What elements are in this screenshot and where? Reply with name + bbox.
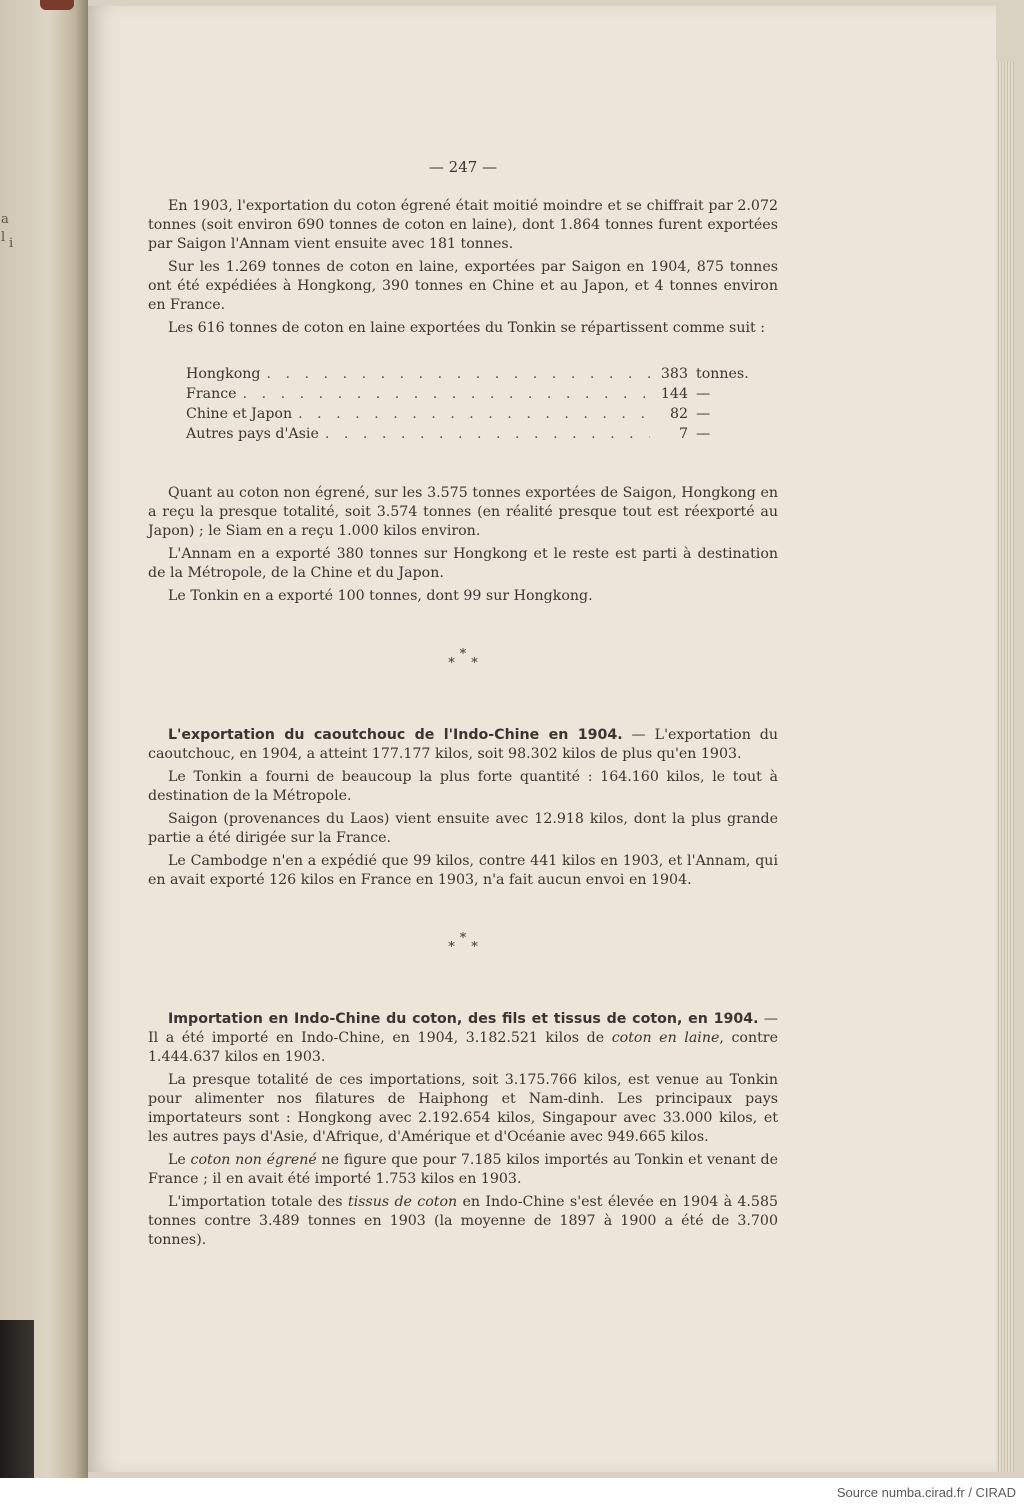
dot-leader: [325, 424, 650, 444]
left-page-fragment: i: [9, 236, 14, 251]
emphasis: coton non égrené: [190, 1152, 317, 1168]
text-run: Le: [168, 1152, 191, 1168]
table-row: [186, 364, 758, 384]
emphasis: tissus de coton: [347, 1194, 458, 1210]
text-run: L'importation totale des: [168, 1194, 348, 1210]
asterism-star: *: [459, 931, 467, 946]
table-row: [186, 384, 758, 404]
section-lead: , contre 1.444.637 kilos en 1903.: [148, 1030, 778, 1065]
section-lead: — Il a été importé en Indo-Chine, en 1904, 3.182.521 kilos de: [148, 1011, 778, 1046]
section-paragraph: [148, 1010, 778, 1067]
text-run: en Indo-Chine s'est élevée en 1904 à 4.585 tonnes contre 3.489 tonnes en 1903 (la moyenne de 1897 à 1900 a été de 3.700 tonnes).: [148, 1194, 779, 1248]
paragraph: Sur les 1.269 tonnes de coton en laine, exportées par Saigon en 1904, 875 tonnes ont été expédiées à Hongkong, 390 tonnes en Chine et au Japon, et 4 tonnes environ en France.: [148, 259, 778, 313]
page-content: [148, 150, 778, 1250]
paragraph: L'Annam en a exporté 380 tonnes sur Hongkong et le reste est parti à destination de la Métropole, de la Chine et du Japon.: [148, 546, 778, 581]
paragraph: Les 616 tonnes de coton en laine exportées du Tonkin se répartissent comme suit :: [168, 320, 766, 336]
table-value: 7: [678, 426, 688, 442]
table-label: France: [186, 386, 237, 402]
page-number: — 247 —: [428, 158, 498, 176]
paragraph: Le Tonkin a fourni de beaucoup la plus forte quantité : 164.160 kilos, le tout à destination de la Métropole.: [148, 769, 778, 804]
section-title: Importation en Indo-Chine du coton, des fils et tissus de coton, en 1904.: [168, 1011, 759, 1027]
section-lead: — L'exportation du caoutchouc, en 1904, a atteint 177.177 kilos, soit 98.302 kilos de plus qu'en 1903.: [148, 727, 779, 762]
asterism-star: *: [459, 647, 467, 662]
paragraph: [148, 1151, 778, 1189]
left-page-fragment: a: [1, 212, 9, 227]
table-row: [186, 404, 758, 424]
asterism-star: *: [448, 656, 455, 671]
emphasis: coton en laine: [611, 1030, 720, 1046]
bookmark-ribbon: [40, 0, 74, 10]
paragraph: [148, 1193, 778, 1250]
paragraph: Saigon (provenances du Laos) vient ensuite avec 12.918 kilos, dont la plus grande partie a été dirigée sur la France.: [148, 811, 778, 846]
asterism-star: *: [471, 656, 478, 671]
paragraph: En 1903, l'exportation du coton égrené était moitié moindre et se chiffrait par 2.072 tonnes (soit environ 690 tonnes de coton en laine), dont 1.864 tonnes furent exportées par Saigon l'Annam vient ensuite avec 181 tonnes.: [148, 198, 778, 252]
asterism-star: *: [448, 940, 455, 955]
left-page-edge: [0, 0, 88, 1478]
table-unit: —: [696, 386, 711, 402]
asterism-divider: [148, 931, 778, 955]
page-edge: [996, 62, 1014, 1472]
section-paragraph: [148, 726, 778, 764]
paragraph: Le Cambodge n'en a expédié que 99 kilos, contre 441 kilos en 1903, et l'Annam, qui en avait exporté 126 kilos en France en 1903, n'a fait aucun envoi en 1904.: [148, 853, 778, 888]
table-value: 144: [660, 386, 688, 402]
table-value: 383: [660, 366, 688, 382]
paragraph: Quant au coton non égrené, sur les 3.575 tonnes exportées de Saigon, Hongkong en a reçu la presque totalité, soit 3.574 tonnes (en réalité presque tout est réexporté au Japon) ; le Siam en a reçu 1.000 kilos environ.: [148, 485, 778, 539]
table-unit: tonnes.: [696, 366, 749, 382]
table-label: Hongkong: [186, 366, 261, 382]
book-spine: [0, 1320, 34, 1478]
asterism-star: *: [471, 940, 478, 955]
paragraph: Le Tonkin en a exporté 100 tonnes, dont 99 sur Hongkong.: [168, 588, 593, 604]
table-row: [186, 424, 758, 444]
dot-leader: [243, 384, 650, 404]
dot-leader: [298, 404, 650, 424]
dot-leader: [267, 364, 651, 384]
asterism-divider: [148, 647, 778, 671]
table-label: Autres pays d'Asie: [186, 426, 319, 442]
table-label: Chine et Japon: [186, 406, 293, 422]
table-unit: —: [696, 426, 711, 442]
left-page-fragment: l: [1, 230, 6, 245]
paragraph: La presque totalité de ces importations, soit 3.175.766 kilos, est venue au Tonkin pour alimenter nos filatures de Haiphong et Nam-dinh. Les principaux pays importateurs sont : Hongkong avec 2.192.654 kilos, Singapour avec 33.000 kilos, et les autres pays d'Asie, d'Afrique, d'Amérique et d'Océanie avec 949.665 kilos.: [148, 1072, 778, 1145]
table-unit: —: [696, 406, 711, 422]
section-title: L'exportation du caoutchouc de l'Indo-Chine en 1904.: [168, 727, 623, 743]
table-value: 82: [669, 406, 688, 422]
source-credit: Source numba.cirad.fr / CIRAD: [836, 1485, 1016, 1500]
export-table: [186, 364, 758, 444]
text-run: ne figure que pour 7.185 kilos importés au Tonkin et venant de France ; il en avait été importé 1.753 kilos en 1903.: [148, 1152, 778, 1187]
